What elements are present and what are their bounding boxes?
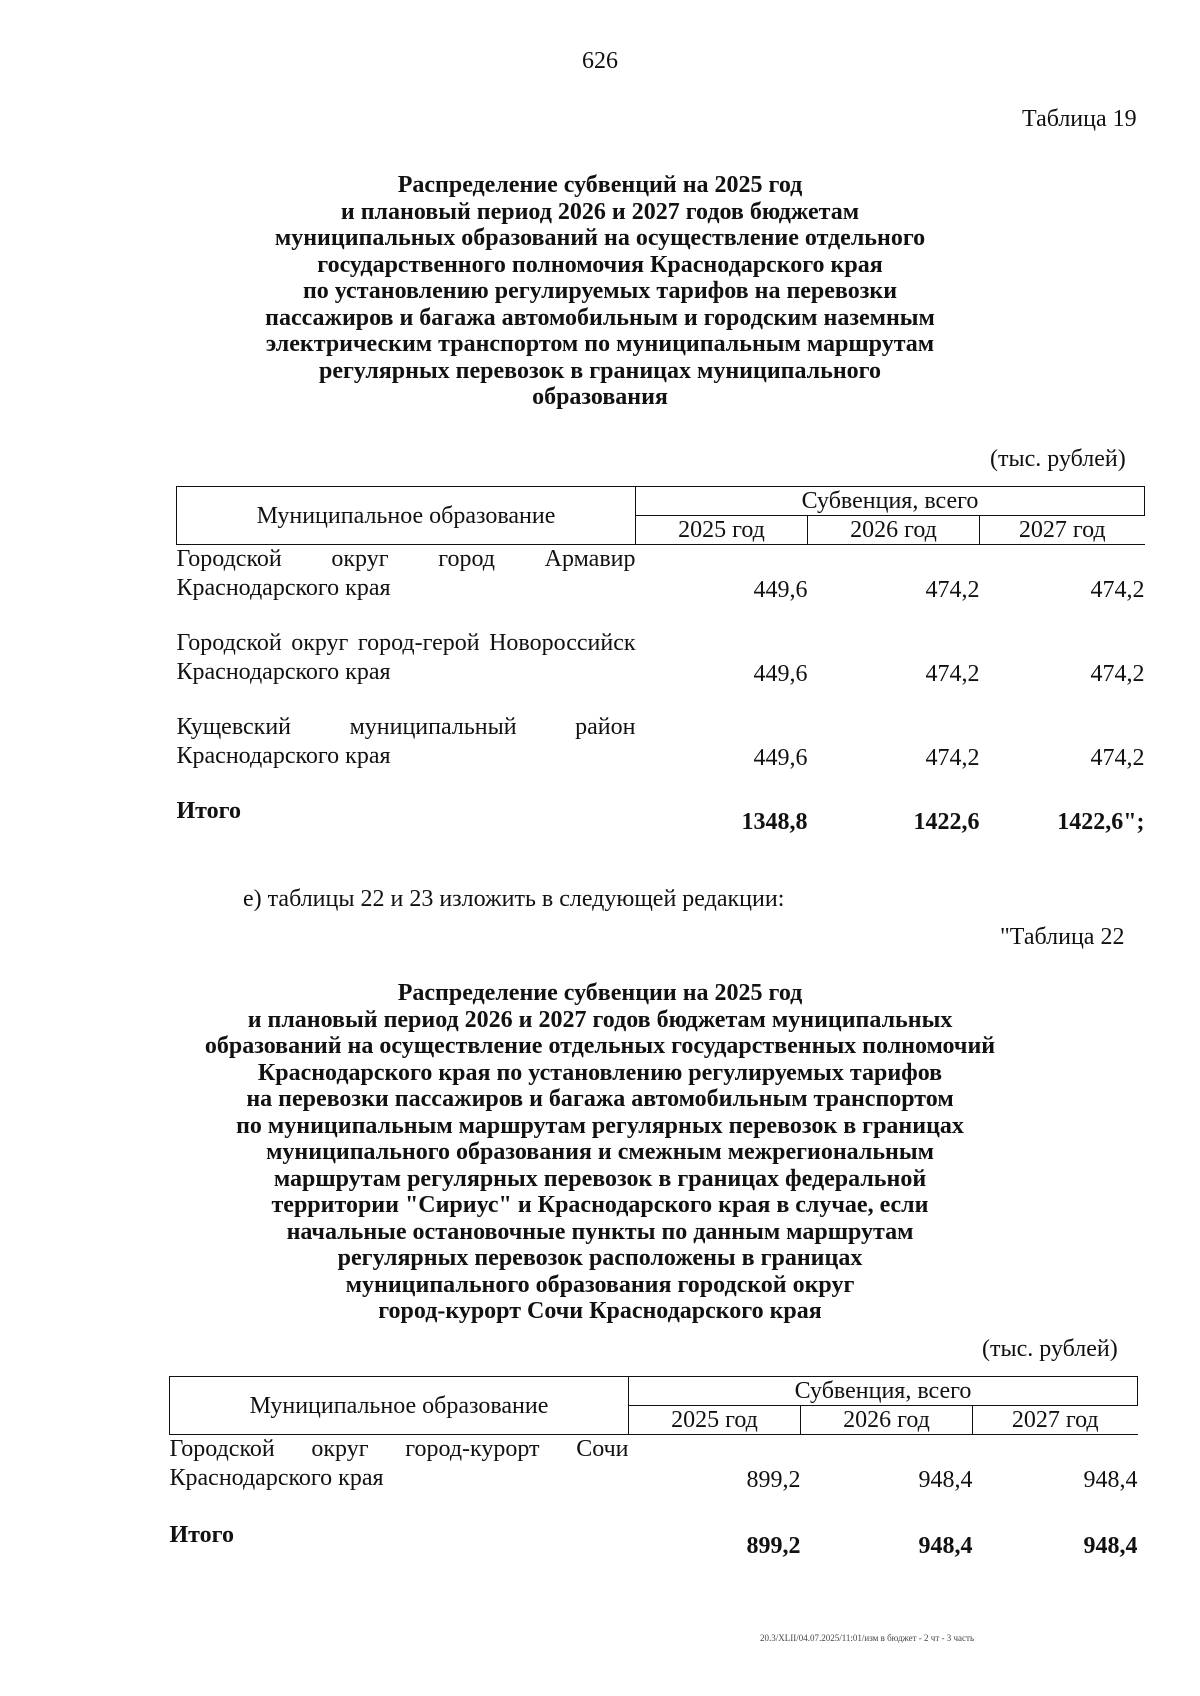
subvention-header: Субвенция, всего (636, 487, 1145, 516)
title-line: маршрутам регулярных перевозок в границах федеральной (273, 1165, 927, 1192)
title-line: Распределение субвенции на 2025 год (397, 980, 803, 1006)
title-line: начальные остановочные пункты по данным маршрутам (286, 1218, 914, 1245)
title-line: и плановый период 2026 и 2027 годов бюджетам (340, 198, 860, 225)
value-2025: 899,2 (746, 1466, 801, 1493)
title-line: по установлению регулируемых тарифов на перевозки (302, 278, 898, 304)
year-header: 2025 год (636, 516, 808, 545)
year-header: 2027 год (980, 516, 1145, 545)
value-2025: 449,6 (753, 660, 808, 687)
title-line: Краснодарского края по установлению регулируемых тарифов (257, 1059, 943, 1086)
subvention-header: Субвенция, всего (629, 1377, 1138, 1406)
value-2026: 948,4 (918, 1466, 973, 1493)
value-2027: 948,4 (1083, 1466, 1138, 1493)
municipality-name: Городской округ город-курорт Сочи Краснодарского края (169, 1436, 629, 1491)
title-line: государственного полномочия Краснодарского края (317, 251, 883, 278)
table-row (177, 629, 1145, 713)
page-number: 626 (582, 48, 618, 74)
table-22-units: (тыс. рублей) (982, 1336, 1118, 1362)
year-header: 2027 год (973, 1406, 1138, 1435)
value-2027: 474,2 (1090, 660, 1145, 687)
amendment-paragraph: е) таблицы 22 и 23 изложить в следующей редакции: (243, 886, 785, 912)
total-row (170, 1521, 1138, 1561)
table-22-label: "Таблица 22 (1000, 924, 1125, 950)
table-row (177, 545, 1145, 629)
table-19-label: Таблица 19 (1022, 106, 1137, 132)
title-line: на перевозки пассажиров и багажа автомобильным транспортом (246, 1086, 954, 1112)
value-2027: 474,2 (1090, 576, 1145, 603)
municipality-header: Муниципальное образование (170, 1377, 629, 1435)
value-2027: 474,2 (1090, 744, 1145, 771)
municipality-name: Городской округ город Армавир Краснодарского края (176, 546, 636, 601)
year-header: 2025 год (629, 1406, 801, 1435)
title-line: муниципальных образований на осуществление отдельного (274, 225, 926, 251)
title-line: регулярных перевозок в границах муниципального (319, 357, 881, 384)
municipality-header: Муниципальное образование (177, 487, 636, 545)
table-22 (169, 1376, 1138, 1561)
total-2025: 899,2 (746, 1532, 801, 1559)
title-line: электрическим транспортом по муниципальным маршрутам (265, 331, 935, 357)
title-line: территории "Сириус" и Краснодарского края в случае, если (271, 1192, 929, 1218)
title-line: и плановый период 2026 и 2027 годов бюджетам муниципальных (247, 1006, 953, 1033)
table-row (177, 713, 1145, 797)
total-2025: 1348,8 (741, 808, 808, 835)
table-22-title (150, 980, 1050, 1325)
title-line: по муниципальным маршрутам регулярных перевозок в границах (236, 1112, 964, 1139)
municipality-name: Городской округ город-герой Новороссийск Краснодарского края (176, 629, 636, 685)
total-2027: 948,4 (1083, 1532, 1138, 1559)
value-2026: 474,2 (925, 660, 980, 687)
title-line: муниципального образования городской округ (345, 1271, 855, 1298)
total-2027: 1422,6"; (1057, 808, 1145, 835)
value-2026: 474,2 (925, 744, 980, 771)
total-label: Итого (176, 797, 241, 824)
year-header: 2026 год (801, 1406, 973, 1435)
total-2026: 1422,6 (913, 808, 980, 835)
year-header: 2026 год (808, 516, 980, 545)
footer-note: 20.3/XLII/04.07.2025/11:01/изм в бюджет - 2 чт - 3 часть (760, 1633, 975, 1643)
table-19-units: (тыс. рублей) (990, 446, 1126, 472)
value-2025: 449,6 (753, 744, 808, 771)
table-row (170, 1435, 1138, 1521)
value-2026: 474,2 (925, 576, 980, 603)
title-line: образования (532, 384, 668, 410)
title-line: образований на осуществление отдельных государственных полномочий (204, 1033, 996, 1059)
table-19 (176, 486, 1145, 837)
total-row (177, 797, 1145, 837)
title-line: муниципального образования и смежным межрегиональным (266, 1139, 934, 1165)
total-label: Итого (169, 1521, 234, 1548)
title-line: пассажиров и багажа автомобильным и городским наземным (265, 304, 935, 331)
total-2026: 948,4 (918, 1532, 973, 1559)
value-2025: 449,6 (753, 576, 808, 603)
title-line: Распределение субвенций на 2025 год (397, 172, 803, 198)
title-line: регулярных перевозок расположены в границах (337, 1245, 863, 1271)
title-line: город-курорт Сочи Краснодарского края (378, 1298, 822, 1324)
table-19-title (150, 172, 1050, 411)
municipality-name: Кущевский муниципальный район Краснодарского края (176, 713, 636, 769)
